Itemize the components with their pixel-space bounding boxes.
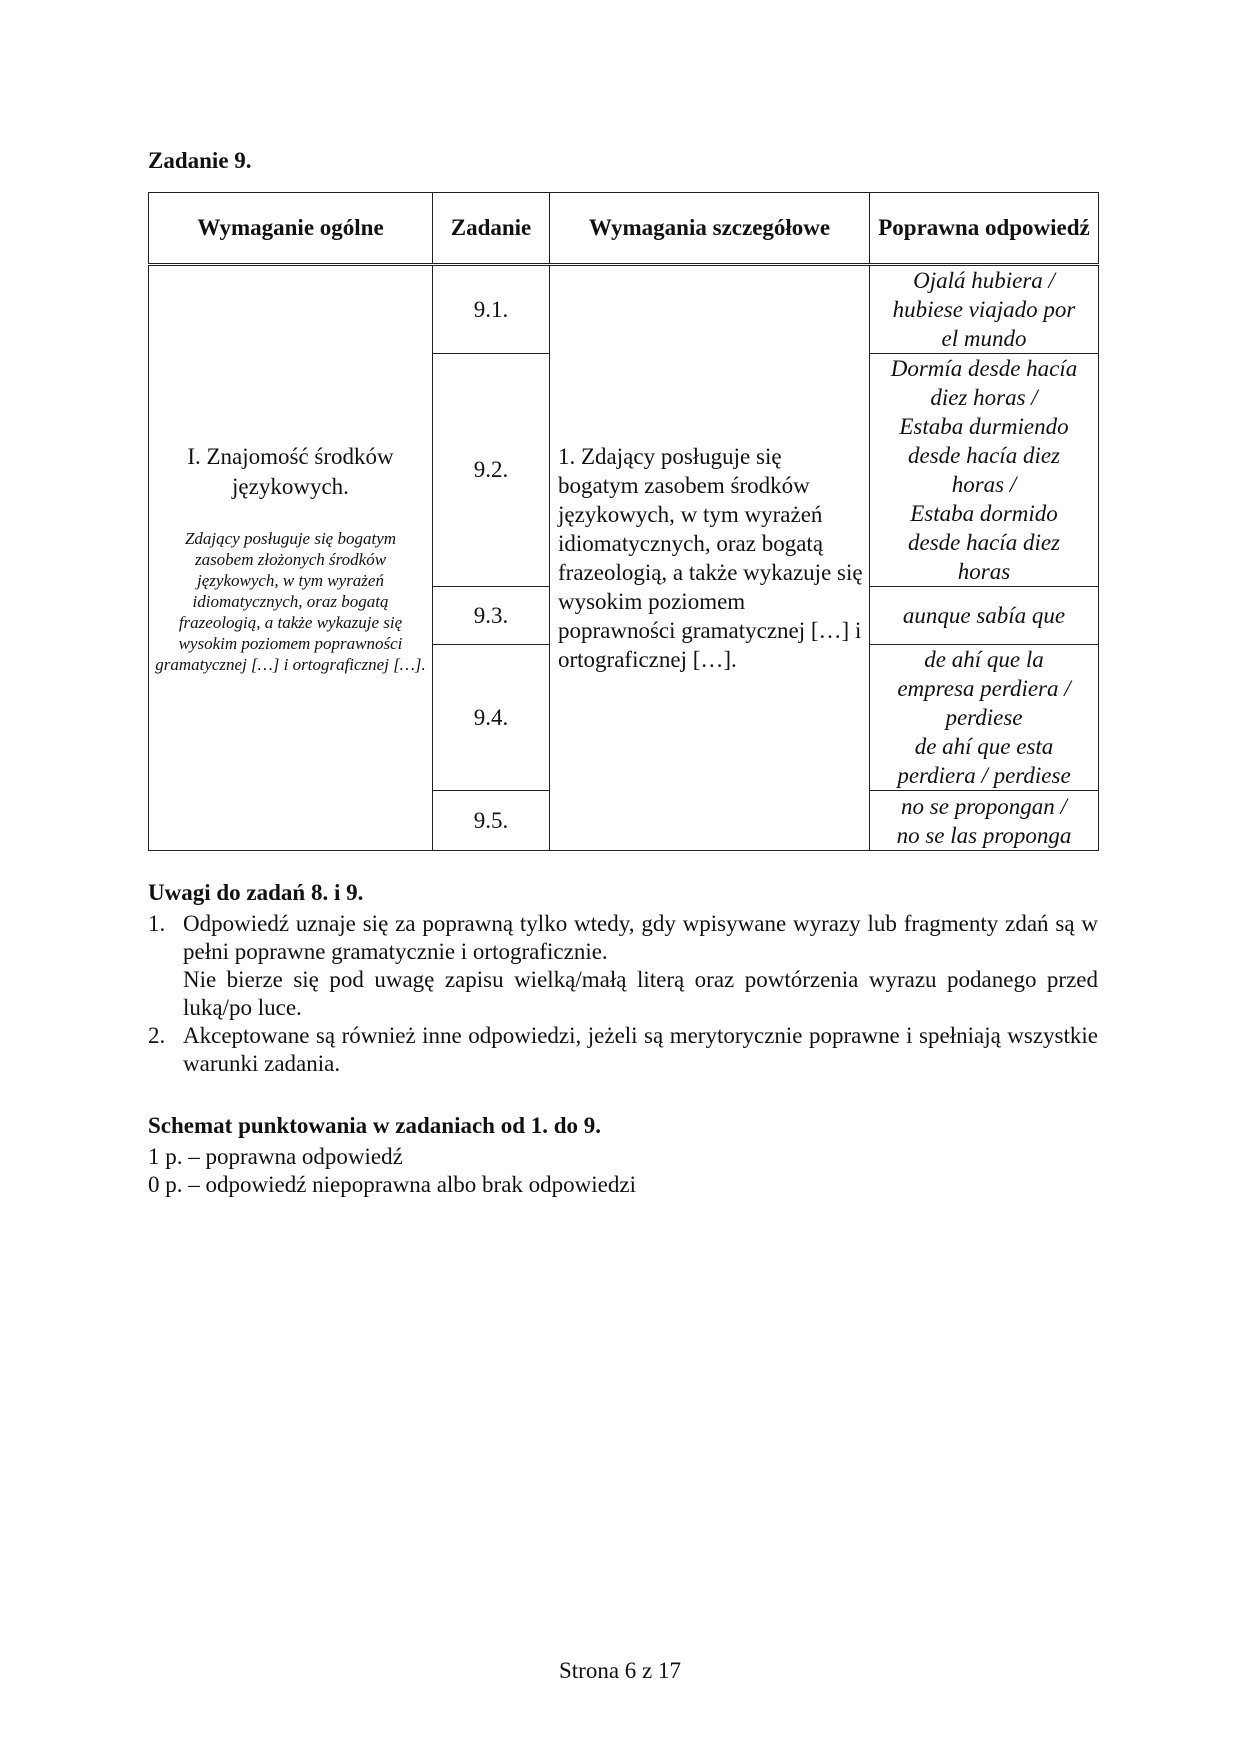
answer-line: horas — [957, 559, 1011, 584]
answer-line: perdiera / perdiese — [897, 763, 1071, 788]
header-correct-answer: Poprawna odpowiedź — [870, 193, 1099, 265]
note-number: 1. — [148, 911, 166, 936]
notes-list — [148, 910, 1098, 1078]
list-item — [148, 1022, 1098, 1078]
task-number-cell: 9.4. — [433, 645, 550, 791]
notes-heading: Uwagi do zadań 8. i 9. — [148, 880, 364, 905]
page-number-footer: Strona 6 z 17 — [558, 1658, 681, 1683]
note-body — [183, 1022, 1098, 1078]
answer-line: desde hacía diez — [907, 530, 1060, 555]
table-header-row — [149, 193, 1099, 265]
scoring-line: 1 p. – poprawna odpowiedź — [148, 1144, 403, 1169]
answer-line: hubiese viajado por — [892, 297, 1076, 322]
answer-line: no se las proponga — [896, 822, 1072, 848]
task-number-cell: 9.3. — [433, 587, 550, 645]
answer-line: horas / — [951, 472, 1017, 497]
answer-key-table — [148, 192, 1099, 851]
header-general-requirement: Wymaganie ogólne — [149, 193, 433, 265]
answer-line: desde hacía diez — [907, 443, 1060, 468]
table-row — [149, 265, 1099, 354]
list-item — [148, 910, 1098, 1022]
answer-line: diez horas / — [930, 385, 1038, 410]
answer-line: no se propongan / — [901, 793, 1067, 819]
answer-line: de ahí que la — [924, 647, 1044, 672]
answer-line: de ahí que esta — [914, 734, 1054, 759]
task-number-cell: 9.5. — [433, 791, 550, 851]
answer-line: Dormía desde hacía — [890, 356, 1078, 381]
answer-line: empresa perdiera / — [897, 676, 1071, 701]
answer-cell — [870, 587, 1099, 645]
general-requirement-cell — [149, 265, 433, 851]
answer-cell — [870, 791, 1099, 851]
note-text: Odpowiedź uznaje się za poprawną tylko wtedy, gdy wpisywane wyrazy lub fragmenty zdań są w pełni poprawne gramatycznie i ortograficznie. — [183, 911, 1098, 964]
scoring-line: 0 p. – odpowiedź niepoprawna albo brak odpowiedzi — [148, 1172, 636, 1197]
general-requirement-main: I. Znajomość środków językowych. — [187, 443, 394, 499]
answer-cell — [870, 645, 1099, 791]
answer-line: aunque sabía que — [902, 603, 1066, 628]
header-detailed-requirements: Wymagania szczegółowe — [550, 193, 870, 265]
task-number-cell: 9.1. — [433, 265, 550, 354]
answer-line: Ojalá hubiera / — [913, 268, 1055, 293]
answer-cell — [870, 354, 1099, 587]
answer-cell — [870, 265, 1099, 354]
task-heading: Zadanie 9. — [148, 148, 252, 173]
scoring-scheme-heading: Schemat punktowania w zadaniach od 1. do 9. — [148, 1113, 602, 1138]
header-task: Zadanie — [433, 193, 550, 265]
note-body — [183, 910, 1098, 1022]
answer-line: perdiese — [945, 705, 1023, 730]
answer-line: Estaba dormido — [910, 501, 1058, 526]
scoring-scheme — [148, 1143, 636, 1199]
answer-line: Estaba durmiendo — [899, 414, 1069, 439]
answer-line: el mundo — [941, 326, 1027, 351]
note-text: Nie bierze się pod uwagę zapisu wielką/małą literą oraz powtórzenia wyrazu podanego przed luką/po luce. — [183, 967, 1098, 1020]
general-requirement-description: Zdający posługuje się bogatym zasobem złożonych środków językowych, w tym wyrażeń idiomatycznych, oraz bogatą frazeologią, a także wykazuje się wysokim poziomem poprawności gramatycznej […] i ortograficznej […]. — [155, 528, 426, 674]
task-number-cell: 9.2. — [433, 354, 550, 587]
detailed-requirement-cell: 1. Zdający posługuje się bogatym zasobem środków językowych, w tym wyrażeń idiomatycznych, oraz bogatą frazeologią, a także wykazuje się wysokim poziomem poprawności gramatycznej […] i ortograficznej […]. — [550, 265, 870, 851]
note-number: 2. — [148, 1023, 166, 1048]
note-text: Akceptowane są również inne odpowiedzi, jeżeli są merytorycznie poprawne i spełniają wszystkie warunki zadania. — [183, 1023, 1098, 1076]
